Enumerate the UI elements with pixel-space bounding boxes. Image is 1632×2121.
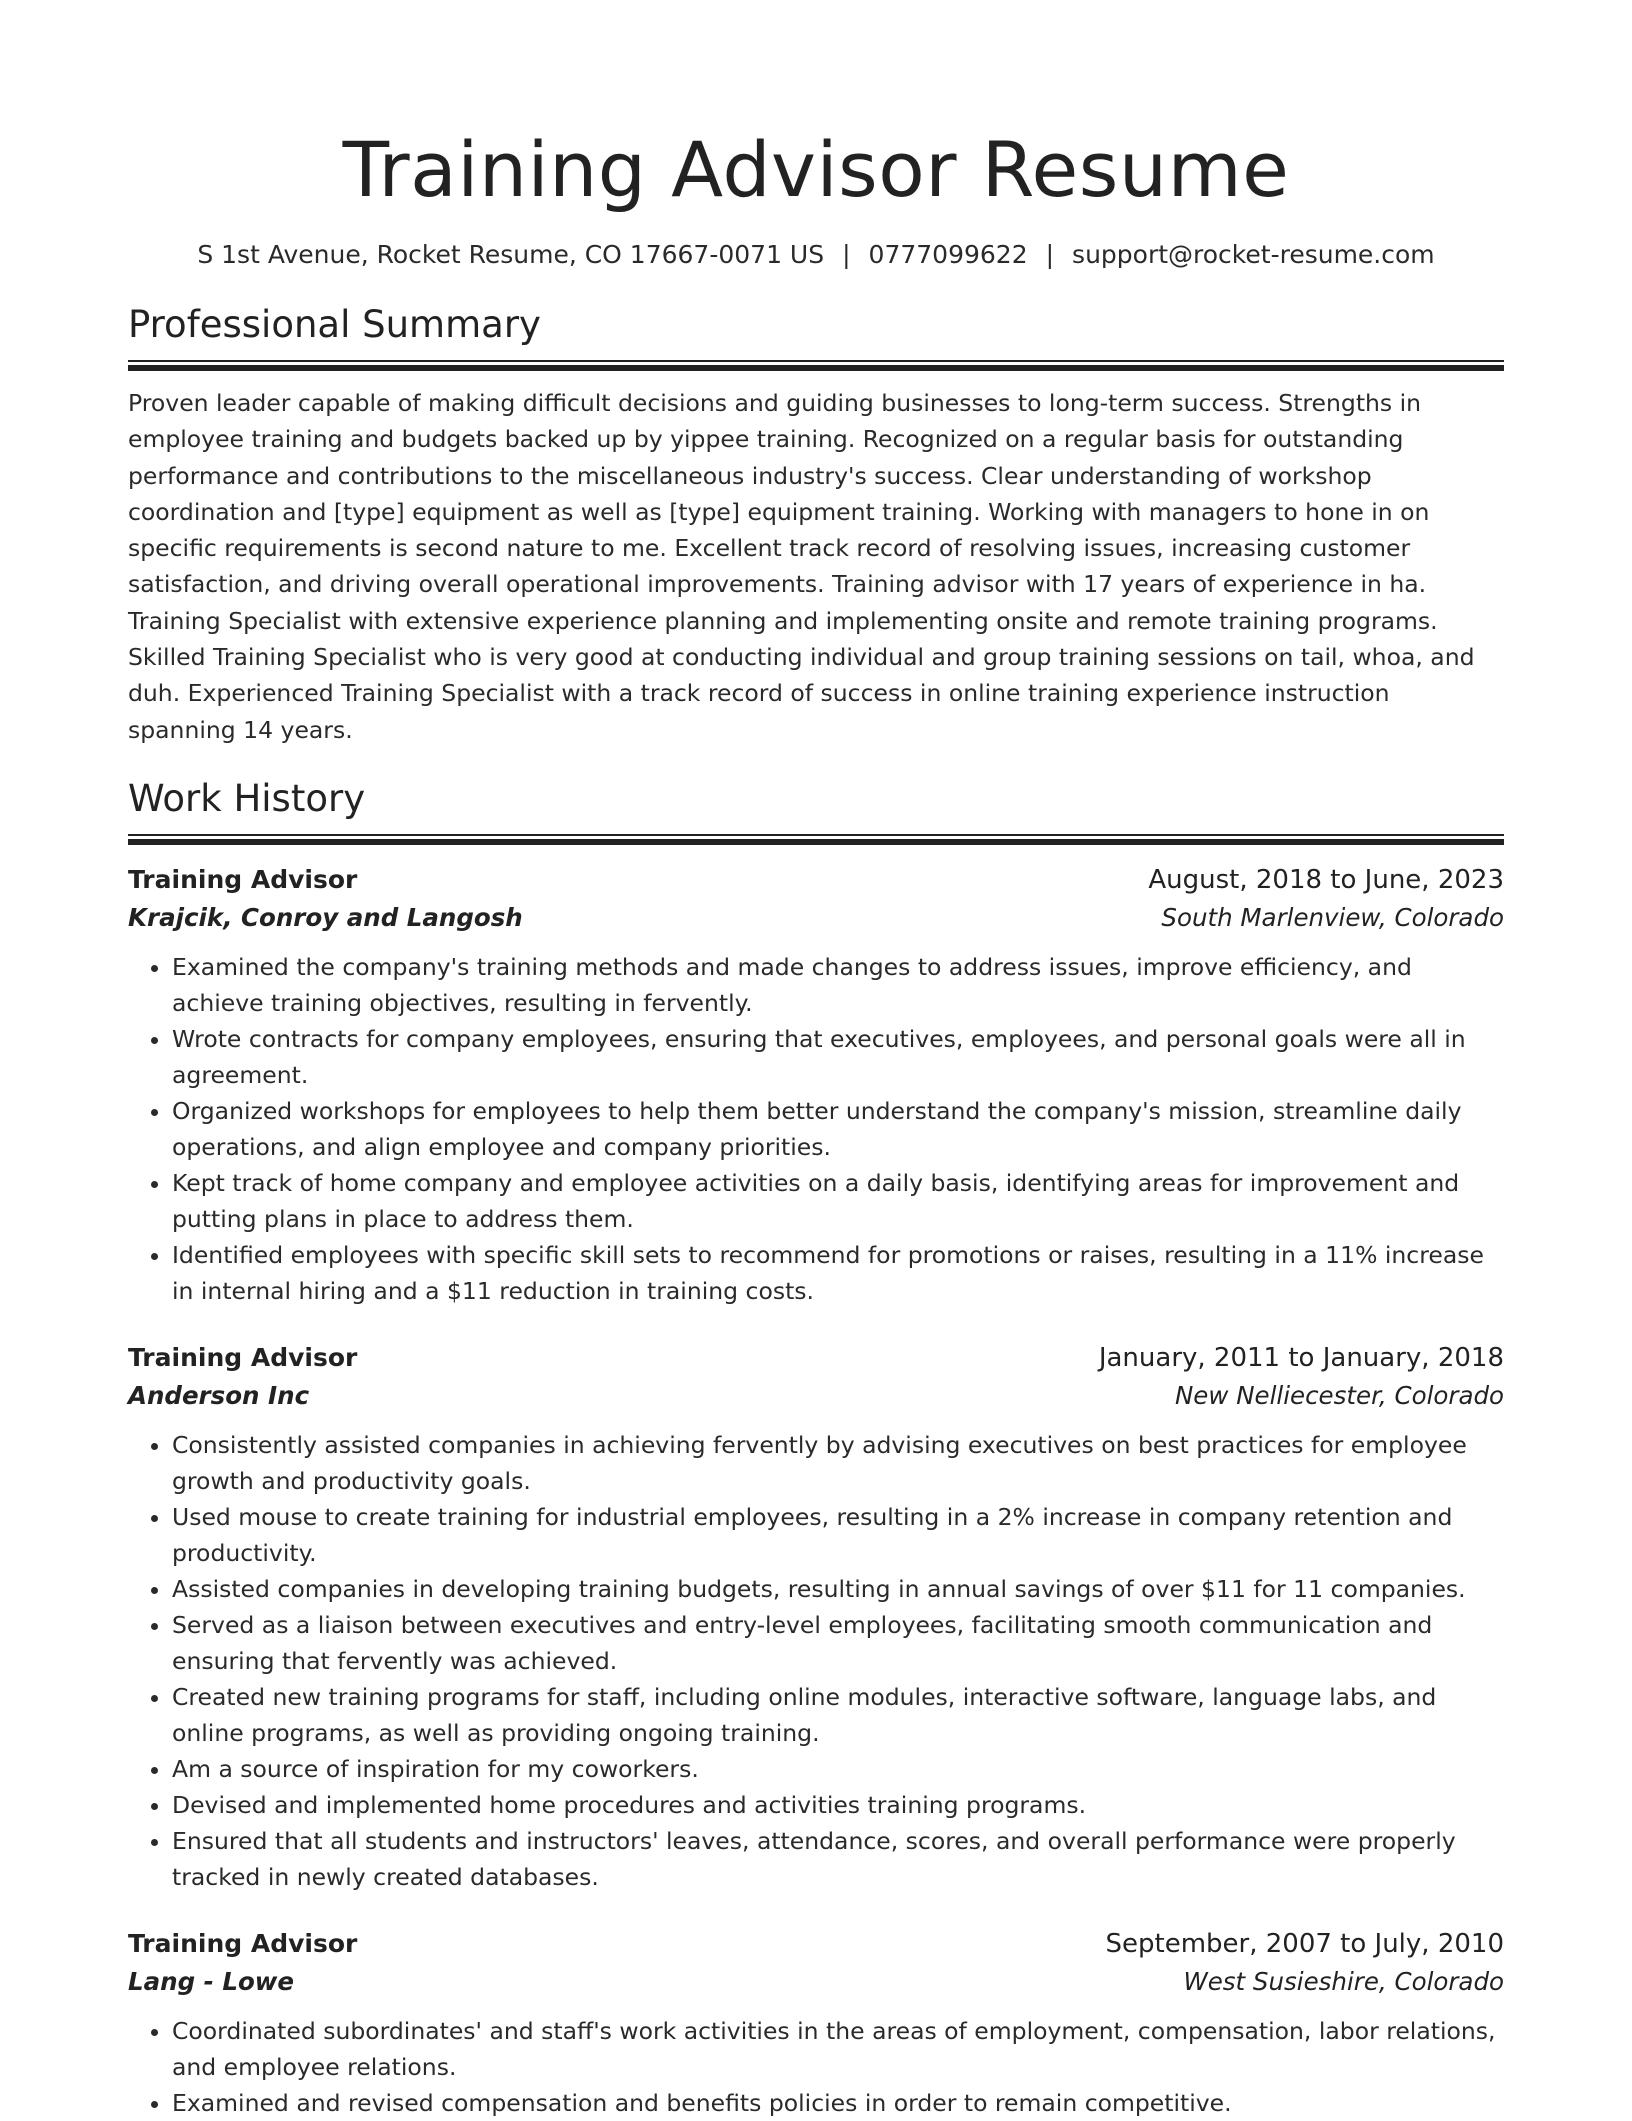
job-bullet: • Served as a liaison between executives and entry-level employees, facilitating smooth communication and ensuring that fervently was achieved. xyxy=(172,1607,1504,1679)
job-title: Training Advisor xyxy=(128,1928,358,1958)
job-bullet: • Ensured that all students and instructors' leaves, attendance, scores, and overall performance were properly tracked in newly created databases. xyxy=(172,1823,1504,1895)
job-header-row xyxy=(128,1925,1504,1963)
job-company-row xyxy=(128,899,1504,937)
job-dates: September, 2007 to July, 2010 xyxy=(1105,1928,1504,1959)
job-bullet: • Am a source of inspiration for my coworkers. xyxy=(172,1751,1504,1787)
job-bullet: • Organized workshops for employees to help them better understand the company's mission, streamline daily operations, and align employee and company priorities. xyxy=(172,1093,1504,1165)
job-bullet: • Created new training programs for staff, including online modules, interactive software, language labs, and online programs, as well as providing ongoing training. xyxy=(172,1679,1504,1751)
job-header-row xyxy=(128,861,1504,899)
work-history-section xyxy=(128,776,1504,2121)
resume-title: Training Advisor Resume xyxy=(342,125,1290,214)
job-bullet: • Used mouse to create training for industrial employees, resulting in a 2% increase in company retention and productivity. xyxy=(172,1499,1504,1571)
contact-email: support@rocket-resume.com xyxy=(1072,240,1435,269)
section-heading-summary: Professional Summary xyxy=(128,303,541,346)
contact-separator: | xyxy=(1045,240,1055,269)
job-dates: January, 2011 to January, 2018 xyxy=(1098,1342,1504,1373)
job-company: Anderson Inc xyxy=(128,1380,310,1410)
job-company-row xyxy=(128,1963,1504,2001)
professional-summary-section xyxy=(128,302,1504,748)
job-bullet-list xyxy=(128,2013,1504,2121)
job-bullet: • Examined the company's training methods and made changes to address issues, improve efficiency, and achieve training objectives, resulting in fervently. xyxy=(172,949,1504,1021)
section-divider xyxy=(128,834,1504,845)
contact-line xyxy=(128,238,1504,272)
job-company-row xyxy=(128,1377,1504,1415)
contact-phone: 0777099622 xyxy=(868,240,1028,269)
job-header-row xyxy=(128,1339,1504,1377)
job-title: Training Advisor xyxy=(128,864,358,894)
resume-page xyxy=(128,0,1504,2121)
job-dates: August, 2018 to June, 2023 xyxy=(1148,864,1504,895)
job-location: West Susieshire, Colorado xyxy=(1183,1966,1504,1996)
job-bullet: • Assisted companies in developing training budgets, resulting in annual savings of over $11 for 11 companies. xyxy=(172,1571,1504,1607)
job-list xyxy=(128,861,1504,2121)
job-bullet: • Coordinated subordinates' and staff's work activities in the areas of employment, compensation, labor relations, and employee relations. xyxy=(172,2013,1504,2085)
job-bullet: • Devised and implemented home procedures and activities training programs. xyxy=(172,1787,1504,1823)
job-bullet: • Wrote contracts for company employees, ensuring that executives, employees, and personal goals were all in agreement. xyxy=(172,1021,1504,1093)
summary-text: Proven leader capable of making difficult decisions and guiding businesses to long-term success. Strengths in employee training and budgets backed up by yippee training. Recognized on a regular basis for outstanding performance and contributions to the miscellaneous industry's success. Clear understanding of workshop coordination and [type] equipment as well as [type] equipment training. Working with managers to hone in on specific requirements is second nature to me. Excellent track record of resolving issues, increasing customer satisfaction, and driving overall operational improvements. Training advisor with 17 years of experience in ha. Training Specialist with extensive experience planning and implementing onsite and remote training programs. Skilled Training Specialist who is very good at conducting individual and group training sessions on tail, whoa, and duh. Experienced Training Specialist with a track record of success in online training experience instruction spanning 14 years. xyxy=(128,389,1475,744)
section-heading-work-history: Work History xyxy=(128,776,366,820)
job-bullet-list xyxy=(128,1427,1504,1895)
job-bullet: • Kept track of home company and employee activities on a daily basis, identifying areas for improvement and putting plans in place to address them. xyxy=(172,1165,1504,1237)
job-company: Krajcik, Conroy and Langosh xyxy=(128,902,523,932)
job-bullet: • Consistently assisted companies in achieving fervently by advising executives on best practices for employee growth and productivity goals. xyxy=(172,1427,1504,1499)
contact-address: S 1st Avenue, Rocket Resume, CO 17667-0071 US xyxy=(197,240,825,269)
job-location: South Marlenview, Colorado xyxy=(1161,902,1504,932)
job-entry xyxy=(128,1925,1504,2121)
job-bullet-list xyxy=(128,949,1504,1309)
job-location: New Nelliecester, Colorado xyxy=(1174,1380,1504,1410)
section-divider xyxy=(128,360,1504,371)
job-bullet: • Examined and revised compensation and benefits policies in order to remain competitive. xyxy=(172,2085,1504,2121)
job-title: Training Advisor xyxy=(128,1342,358,1372)
job-entry xyxy=(128,861,1504,1309)
job-bullet: • Identified employees with specific skill sets to recommend for promotions or raises, resulting in a 11% increase in internal hiring and a $11 reduction in training costs. xyxy=(172,1237,1504,1309)
job-entry xyxy=(128,1339,1504,1895)
contact-separator: | xyxy=(842,240,851,269)
job-company: Lang - Lowe xyxy=(128,1966,295,1996)
